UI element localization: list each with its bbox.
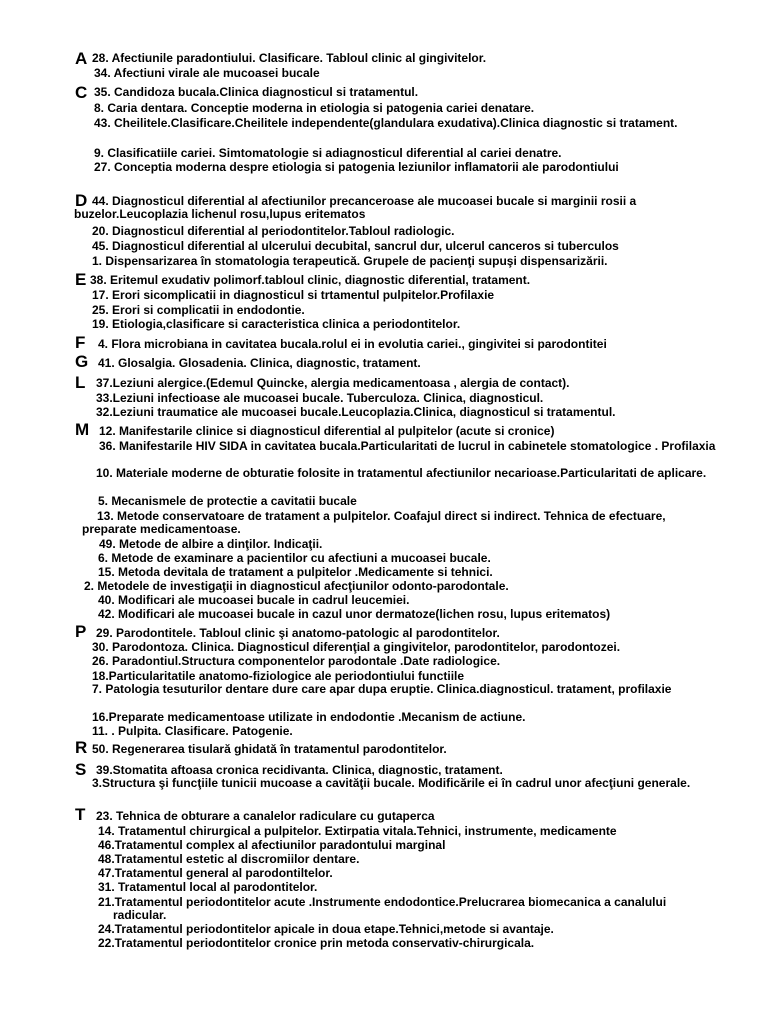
topic-item: 14. Tratamentul chirurgical a pulpitelor. Extirpatia vitala.Tehnici, instrumente, medicamente [98,825,617,838]
topic-item: 24.Tratamentul periodontitelor apicale in doua etape.Tehnici,metode si avantaje. [98,923,554,936]
topic-item: 45. Diagnosticul diferential al ulcerului decubital, sancrul dur, ulcerul canceros si tuberculos [92,240,619,253]
topic-item: 3.Structura şi funcţiile tunicii mucoase a cavităţii bucale. Modificările ei în cadrul unor afecţiuni generale. [92,776,691,790]
topic-item: 38. Eritemul exudativ polimorf.tabloul clinic, diagnostic diferential, tratament. [90,274,531,287]
topic-item: 7. Patologia tesuturilor dentare dure care apar dupa eruptie. Clinica.diagnosticul. tratament, profilaxie [92,682,672,696]
section-letter: M [75,420,90,439]
topic-item: 5. Mecanismele de protectie a cavitatii bucale [98,495,357,508]
section-letter: P [75,622,87,641]
topic-item: 34. Afectiuni virale ale mucoasei bucale [94,67,320,80]
section-letter: G [75,352,89,371]
topic-item: 22.Tratamentul periodontitelor cronice prin metoda conservativ-chirurgicala. [98,937,535,950]
section-letter: E [75,270,87,289]
topic-item: 18.Particularitatile anatomo-fiziologice ale periodontiului functiile [92,670,465,683]
topic-item: 13. Metode conservatoare de tratament a pulpitelor. Coafajul direct si indirect. Tehnica de efectuare, preparate medicamentoase. [82,509,666,536]
section-letter: F [75,333,86,352]
topic-item: 12. Manifestarile clinice si diagnosticul diferential al pulpitelor (acute si cronice) [99,425,555,438]
section-letter: R [75,738,88,757]
section-letter: D [75,191,88,210]
topic-item: 44. Diagnosticul diferential al afectiunilor precanceroase ale mucoasei bucale si marginii rosii a buzelor.Leucoplazia lichenul rosu,lupus eritematos [74,194,637,221]
section-letter: C [75,83,88,102]
topic-item: 9. Clasificatiile cariei. Simtomatologie si adiagnosticul diferential al cariei denatre. [94,147,562,160]
topic-item: 25. Erori si complicatii in endodontie. [92,304,305,317]
topic-item: 50. Regenerarea tisulară ghidată în tratamentul parodontitelor. [92,743,447,756]
topic-item: 19. Etiologia,clasificare si caracteristica clinica a periodontitelor. [92,318,461,331]
topic-item: 32.Leziuni traumatice ale mucoasei bucale.Leucoplazia.Clinica, diagnosticul si tratamentul. [96,406,616,419]
topic-item: 8. Caria dentara. Conceptie moderna in etiologia si patogenia cariei denatare. [94,102,535,115]
section-letter: S [75,760,87,779]
topic-item: 30. Parodontoza. Clinica. Diagnosticul diferenţial a gingivitelor, parodontitelor, parodontozei. [92,641,621,654]
topic-item: 16.Preparate medicamentoase utilizate in endodontie .Mecanism de actiune. [92,711,526,724]
topic-item: 47.Tratamentul general al parodontiltelor. [98,867,333,880]
topic-item: 10. Materiale moderne de obturatie folosite in tratamentul afectiunilor necarioase.Particularitati de aplicare. [96,466,707,480]
topic-item: 40. Modificari ale mucoasei bucale in cadrul leucemiei. [98,594,410,607]
topic-item: 26. Paradontiul.Structura componentelor parodontale .Date radiologice. [92,655,501,668]
topic-item: 15. Metoda devitala de tratament a pulpitelor .Medicamente si tehnici. [98,566,493,579]
section-letter: A [75,49,88,68]
topic-item: 31. Tratamentul local al parodontitelor. [98,881,318,894]
topic-item: 21.Tratamentul periodontitelor acute .Instrumente endodontice.Prelucrarea biomecanica a canalului radicular. [98,895,667,922]
topic-item: 23. Tehnica de obturare a canalelor radiculare cu gutaperca [96,810,435,823]
topic-item: 1. Dispensarizarea în stomatologia terapeutică. Grupele de pacienţi supuşi dispensarizării. [92,255,608,268]
topic-item: 27. Conceptia moderna despre etiologia si patogenia leziunilor inflamatorii ale parodontiului [94,160,619,174]
topic-item: 20. Diagnosticul diferential al periodontitelor.Tabloul radiologic. [92,225,455,238]
topic-item: 48.Tratamentul estetic al discromiilor dentare. [98,853,360,866]
topic-item: 41. Glosalgia. Glosadenia. Clinica, diagnostic, tratament. [98,357,421,370]
topic-item: 11. . Pulpita. Clasificare. Patogenie. [92,725,293,738]
section-letter: T [75,805,86,824]
topic-item: 6. Metode de examinare a pacientilor cu afectiuni a mucoasei bucale. [98,552,491,565]
topic-item: 43. Cheilitele.Clasificare.Cheilitele independente(glandulara exudativa).Clinica diagnostic si tratament. [94,116,678,130]
topic-item: 37.Leziuni alergice.(Edemul Quincke, alergia medicamentoasa , alergia de contact). [96,377,570,390]
topic-item: 39.Stomatita aftoasa cronica recidivanta. Clinica, diagnostic, tratament. [96,764,503,777]
section-letter: L [75,373,86,392]
topic-item: 35. Candidoza bucala.Clinica diagnosticul si tratamentul. [94,86,419,99]
topic-item: 28. Afectiunile paradontiului. Clasificare. Tabloul clinic al gingivitelor. [92,52,487,65]
topic-item: 42. Modificari ale mucoasei bucale in cazul unor dermatoze(lichen rosu, lupus eritematos) [98,608,611,621]
topic-item: 4. Flora microbiana in cavitatea bucala.rolul ei in evolutia cariei., gingivitei si parodontitei [98,338,607,351]
topic-item: 33.Leziuni infectioase ale mucoasei bucale. Tuberculoza. Clinica, diagnosticul. [96,392,544,405]
topic-item: 2. Metodele de investigaţii in diagnosticul afecţiunilor odonto-parodontale. [84,580,509,593]
topic-item: 49. Metode de albire a dinţilor. Indicaţii. [99,538,323,551]
topic-item: 17. Erori sicomplicatii in diagnosticul si trtamentul pulpitelor.Profilaxie [92,289,495,302]
topic-item: 36. Manifestarile HIV SIDA in cavitatea bucala.Particularitati de lucrul in cabinetele stomatologice . Profilaxia [99,439,716,453]
topic-item: 46.Tratamentul complex al afectiunilor paradontului marginal [98,839,446,852]
topic-item: 29. Parodontitele. Tabloul clinic şi anatomo-patologic al parodontitelor. [96,627,500,640]
